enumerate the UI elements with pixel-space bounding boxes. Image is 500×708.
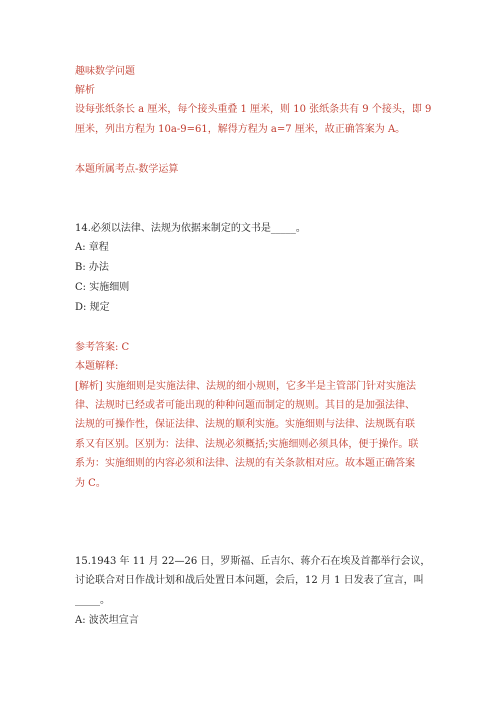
explanation-line: 法规的可操作性，保证法律、法规的顺利实施。实施细则与法律、法规既有联 (75, 419, 415, 430)
analysis-label: 解析 (75, 85, 95, 96)
explanation-line: 系为：实施细则的内容必须和法律、法规的有关条款相对应。故本题正确答案 (75, 458, 415, 469)
question-stem: 15.1943 年 11 月 22—26 日，罗斯福、丘吉尔、蒋介石在埃及首都举行会议， (75, 556, 431, 567)
explanation-line: 厘米，列出方程为 10a-9=61，解得方程为 a=7 厘米，故正确答案为 A。 (75, 124, 406, 135)
explanation-line: 系又有区别。区别为：法律、法规必须概括;实施细则必须具体，便于操作。联 (75, 439, 419, 450)
question-stem: 讨论联合对日作战计划和战后处置日本问题，会后，12 月 1 日发表了宣言，叫 (75, 575, 424, 586)
option-a: A: 章程 (75, 242, 109, 253)
answer-line: 参考答案: C (75, 342, 130, 353)
question-stem: 14.必须以法律、法规为依据来制定的文书是_____。 (75, 223, 306, 234)
explanation-line: 设每张纸条长 a 厘米，每个接头重叠 1 厘米，则 10 张纸条共有 9 个接头，即 9 (75, 104, 432, 115)
section-heading: 趣味数学问题 (75, 66, 135, 77)
topic-line: 本题所属考点-数学运算 (75, 164, 179, 175)
explanation-line: 为 C。 (75, 478, 106, 489)
option-b: B: 办法 (75, 262, 109, 273)
explanation-label: 本题解释: (75, 361, 119, 372)
question-stem: _____。 (75, 595, 110, 606)
option-d: D: 规定 (75, 302, 110, 313)
explanation-line: [解析] 实施细则是实施法律、法规的细小规则，它多半是主管部门针对实施法 (75, 381, 416, 392)
option-a: A: 波茨坦宣言 (75, 615, 139, 626)
option-c: C: 实施细则 (75, 282, 130, 293)
explanation-line: 律、法规时已经或者可能出现的种种问题而制定的规则。其目的是加强法律、 (75, 400, 415, 411)
